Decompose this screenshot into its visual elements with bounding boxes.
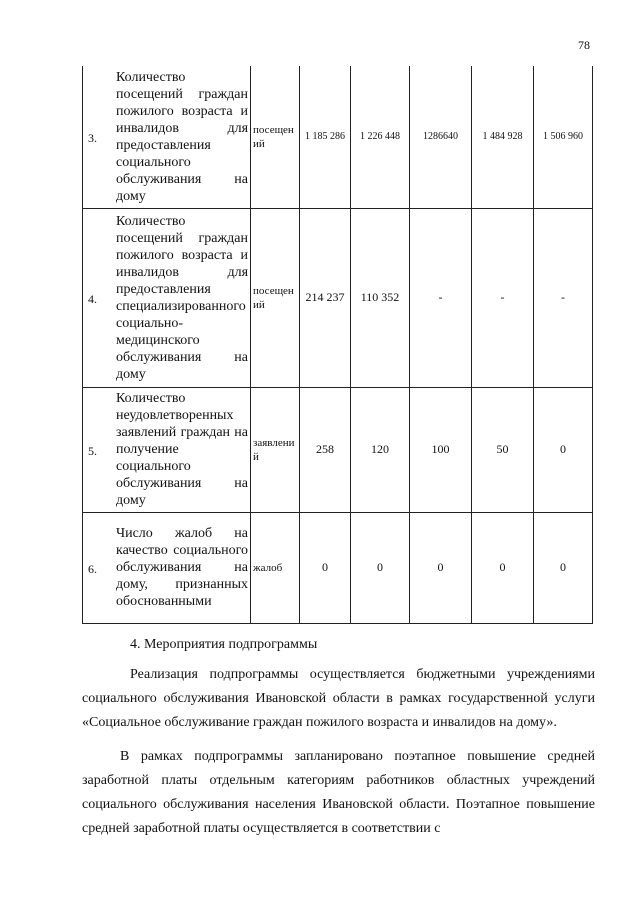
row-number: 5. bbox=[88, 443, 97, 458]
value-cell: 1 185 286 bbox=[300, 66, 351, 208]
unit-cell: посещений bbox=[251, 208, 300, 387]
table-row bbox=[83, 512, 593, 623]
value-cell: 100 bbox=[410, 387, 472, 512]
value-cell: 0 bbox=[300, 512, 351, 623]
value-cell: 1286640 bbox=[410, 66, 472, 208]
table-row bbox=[83, 387, 593, 512]
row-number: 6. bbox=[88, 561, 97, 576]
value-cell: 120 bbox=[351, 387, 410, 512]
value-cell: 0 bbox=[351, 512, 410, 623]
value-cell: 0 bbox=[534, 512, 593, 623]
indicator-name bbox=[83, 208, 251, 387]
table-row bbox=[83, 66, 593, 208]
value-cell: 110 352 bbox=[351, 208, 410, 387]
indicator-name-text: Количество посещений граждан пожилого возраста и инвалидов для предоставления специализированного социально-медицинского обслуживания на дому bbox=[116, 213, 249, 382]
section-heading: 4. Мероприятия подпрограммы bbox=[130, 637, 318, 652]
unit-cell: жалоб bbox=[251, 512, 300, 623]
value-cell: 1 484 928 bbox=[472, 66, 534, 208]
indicators-table bbox=[82, 66, 593, 624]
unit-cell: посещений bbox=[251, 66, 300, 208]
body-paragraph bbox=[82, 745, 595, 841]
indicator-name bbox=[83, 66, 251, 208]
value-cell: 258 bbox=[300, 387, 351, 512]
indicator-name bbox=[83, 512, 251, 623]
unit-cell: заявлений bbox=[251, 387, 300, 512]
value-cell: 0 bbox=[410, 512, 472, 623]
value-cell: 1 506 960 bbox=[534, 66, 593, 208]
table-row bbox=[83, 208, 593, 387]
indicator-name bbox=[83, 387, 251, 512]
indicator-name-text: Количество посещений граждан пожилого возраста и инвалидов для предоставления социального обслуживания на дому bbox=[116, 69, 249, 204]
value-cell: 214 237 bbox=[300, 208, 351, 387]
paragraph-text: В рамках подпрограммы запланировано поэтапное повышение средней заработной платы отдельным категориям работников областных учреждений социального обслуживания населения Ивановской области. Поэтапное повышение средней заработной платы осуществляется в соответствии с bbox=[82, 749, 595, 836]
value-cell: 0 bbox=[472, 512, 534, 623]
body-paragraph bbox=[82, 663, 595, 735]
indicator-name-text: Количество неудовлетворенных заявлений граждан на получение социального обслуживания на дому bbox=[116, 391, 249, 508]
page-number: 78 bbox=[578, 38, 590, 52]
value-cell: - bbox=[472, 208, 534, 387]
value-cell: 1 226 448 bbox=[351, 66, 410, 208]
value-cell: - bbox=[410, 208, 472, 387]
value-cell: - bbox=[534, 208, 593, 387]
row-number: 3. bbox=[88, 131, 97, 145]
paragraph-text: Реализация подпрограммы осуществляется бюджетными учреждениями социального обслуживания Ивановской области в рамках государственной услуги «Социальное обслуживание граждан пожилого возраста и инвалидов на дому». bbox=[82, 667, 595, 730]
row-number: 4. bbox=[88, 291, 97, 306]
indicator-name-text: Число жалоб на качество социального обслуживания на дому, признанных обоснованными bbox=[116, 526, 249, 609]
value-cell: 50 bbox=[472, 387, 534, 512]
value-cell: 0 bbox=[534, 387, 593, 512]
